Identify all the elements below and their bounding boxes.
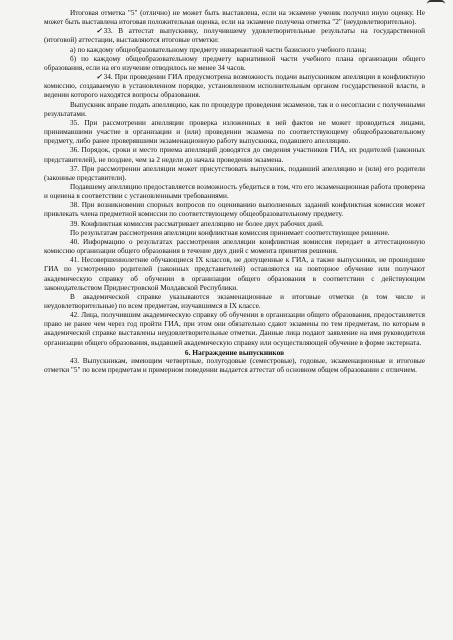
paragraph-39: 39. Конфликтная комиссия рассматривает апелляцию не более двух рабочих дней.	[70, 219, 324, 228]
paragraph-final-grade: Итоговая отметка "5" (отлично) не может быть выставлена, если на экзамене ученик получил иную оценку. Не может быть выставлена итоговая положительная оценка, если на экзамене получена отметка "2" (неудовлетворительно).	[44, 9, 425, 27]
handwritten-check-icon: ✓	[96, 73, 102, 82]
section-heading: 6. Награждение выпускников	[184, 347, 285, 357]
paragraph-36: 36. Порядок, сроки и место приема апелляций доводятся до сведения участников ГИА, их родителей (законных представителей), не позднее, чем за 2 недели до начала проведения экзамена.	[44, 146, 425, 164]
paragraph-43: 43. Выпускникам, имеющим четвертные, полугодовые (семестровые), годовые, экзаменационные и итоговые отметки "5" по всем предметам и примерном поведении выдается аттестат об основном общем образовании с отличием.	[44, 356, 425, 375]
paragraph-42: 42. Лица, получившим академическую справку об обучении в организации общего образования, предоставляется право не ранее чем через год пройти ГИА, при этом они обязательно сдают экзамены по тем предметам, по которым в академической справке выставлены неудовлетворительные отметки. Данные лица подают заявление на имя руководителя организации общего образования, выдавшей академическую справку или осуществляющей обучение в форме экстерната.	[44, 311, 425, 347]
paragraph-33b: б) по каждому общеобразовательному предмету вариативной части учебного плана организации общего образования, если на его изучение отводилось не менее 34 часов.	[44, 54, 425, 72]
paragraph-40: 40. Информацию о результатах рассмотрения апелляции конфликтная комиссия передает в аттестационную комиссию организации общего образования в течение двух дней с момента принятия решения.	[44, 237, 425, 256]
corner-mark	[427, 0, 445, 8]
paragraph-38: 38. При возникновении спорных вопросов по оцениванию выполненных заданий конфликтная комиссия может привлекать члена предметной комиссии по соответствующему общеобразовательному предмету.	[44, 201, 425, 219]
paragraph-35: 35. При рассмотрении апелляции проверка изложенных в ней фактов не может проводиться лицами, принимавшими участие в организации и (или) проведении экзамена по соответствующему общеобразовательному предмету, либо ранее проверявшими экзаменационную работу выпускника, подавшего апелляцию.	[44, 118, 425, 146]
paragraph-33: ✓ 33. В аттестат выпускнику, получившему удовлетворительные результаты на государственной (итоговой) аттестации, выставляются итоговые отметки:	[44, 27, 425, 45]
paragraph-34: ✓ 34. При проведении ГИА предусмотрена возможность подачи выпускником апелляции в конфликтную комиссию, создаваемую в установленном порядке, установленном исполнительным органом государственной власти, в ведении которого находятся вопросы образования.	[44, 73, 425, 100]
paragraph-appeal-check: Подавшему апелляцию предоставляется возможность убедиться в том, что его экзаменационная работа проверена и оценена в соответствии с установленными требованиями.	[44, 182, 425, 201]
paragraph-appeal-decision: По результатам рассмотрения апелляции конфликтная комиссия принимает соответствующее решение.	[70, 228, 390, 237]
paragraph-academic-certificate: В академической справке указываются экзаменационные и итоговые отметки (в том числе и неудовлетворительные) по всем предметам, изучавшимся в IX классе.	[44, 292, 425, 310]
paragraph-41: 41. Несовершеннолетние обучающиеся IX классов, не допущенные к ГИА, а также выпускники, не прошедшие ГИА по усмотрению родителей (законных представителей) оставляются на повторное обучение или получают академическую справку об обучении в организации общего образования в соответствии с действующим законодательством Приднестровской Молдавской Республики.	[44, 256, 425, 292]
handwritten-check-icon: ✓	[96, 27, 102, 36]
paragraph-33a: а) по каждому общеобразовательному предмету инвариантной части базисного учебного плана;	[70, 45, 367, 54]
paragraph-appeal-right: Выпускник вправе подать апелляцию, как по процедуре проведения экзаменов, так и о несогласии с полученными результатами.	[44, 100, 425, 118]
paragraph-37: 37. При рассмотрении апелляции может присутствовать выпускник, подавший апелляцию и (или) его родители (законные представители).	[44, 164, 425, 182]
